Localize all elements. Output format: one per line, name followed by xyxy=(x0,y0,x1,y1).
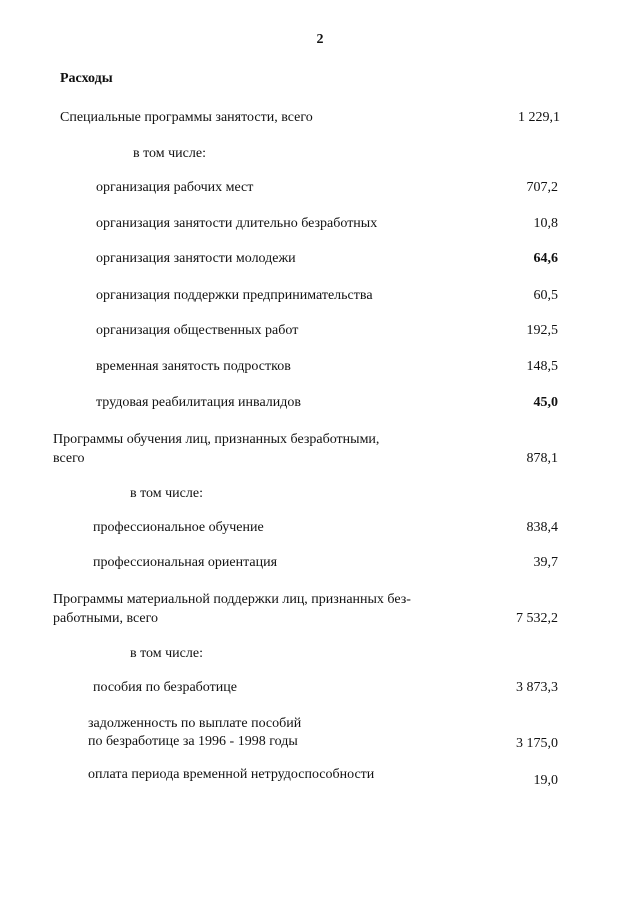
row-label: временная занятость подростков xyxy=(96,359,291,374)
row-label: в том числе: xyxy=(130,486,203,501)
row-value: 878,1 xyxy=(526,451,558,466)
row-value: 64,6 xyxy=(533,251,558,266)
row-value: 192,5 xyxy=(526,323,558,338)
row-label: оплата периода временной нетрудоспособности xyxy=(88,767,375,782)
row-value: 10,8 xyxy=(533,216,558,231)
row-label: профессиональное обучение xyxy=(93,520,264,535)
row-value: 39,7 xyxy=(533,555,558,570)
row-label: организация занятости длительно безработных xyxy=(96,216,378,231)
row-label: организация общественных работ xyxy=(96,323,299,338)
row-label: организация поддержки предпринимательства xyxy=(96,288,373,303)
row-value: 838,4 xyxy=(526,520,558,535)
row-label: пособия по безработице xyxy=(93,680,237,695)
row-label: в том числе: xyxy=(133,146,206,161)
row-label-continued: по безработице за 1996 - 1998 годы xyxy=(88,734,298,749)
row-value: 3 175,0 xyxy=(516,736,558,751)
row-label: задолженность по выплате пособий xyxy=(88,716,302,731)
page-number: 2 xyxy=(316,32,324,47)
row-value: 148,5 xyxy=(526,359,558,374)
row-label: Программы материальной поддержки лиц, признанных без- xyxy=(53,592,411,607)
section-heading: Расходы xyxy=(60,71,113,86)
row-value: 19,0 xyxy=(533,773,558,788)
row-label: Специальные программы занятости, всего xyxy=(60,110,313,125)
row-value: 7 532,2 xyxy=(516,611,558,626)
row-label-continued: всего xyxy=(53,451,85,466)
row-value: 1 229,1 xyxy=(518,110,560,125)
row-label: в том числе: xyxy=(130,646,203,661)
row-label: профессиональная ориентация xyxy=(93,555,278,570)
row-value: 3 873,3 xyxy=(516,680,558,695)
row-label-continued: работными, всего xyxy=(53,611,159,626)
row-label: трудовая реабилитация инвалидов xyxy=(96,395,302,410)
row-value: 60,5 xyxy=(533,288,558,303)
row-value: 45,0 xyxy=(533,395,558,410)
row-label: организация рабочих мест xyxy=(96,180,254,195)
row-value: 707,2 xyxy=(526,180,558,195)
row-label: организация занятости молодежи xyxy=(96,251,296,266)
row-label: Программы обучения лиц, признанных безработными, xyxy=(53,432,380,447)
